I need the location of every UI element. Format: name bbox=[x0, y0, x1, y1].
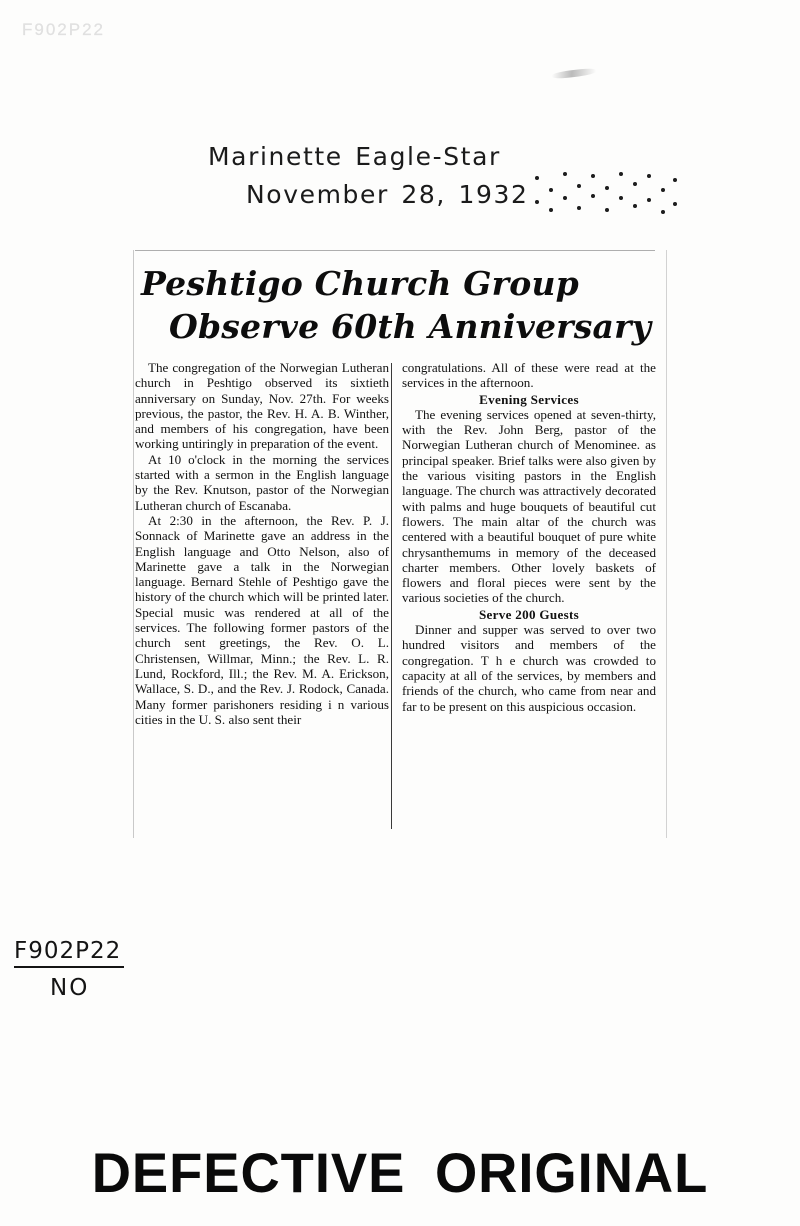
section-subhead-evening-services: Evening Services bbox=[479, 391, 579, 407]
paragraph: Dinner and supper was served to over two hundred visitors and members of the congregation. T h e church was crowded to capacity at all of the services, by members and friends of the church, who came from near and far to be present on this auspicious occasion. bbox=[402, 622, 656, 714]
defective-original-stamp: DEFECTIVE ORIGINAL bbox=[91, 1141, 709, 1204]
article-column-right bbox=[402, 360, 656, 714]
column-divider-rule bbox=[391, 363, 392, 829]
article-headline bbox=[133, 262, 670, 348]
newspaper-clipping bbox=[133, 250, 670, 840]
paragraph: At 10 o'clock in the morning the services started with a sermon in the English language by the Rev. Knutson, pastor of the Norwegian Lutheran church of Escanaba. bbox=[135, 451, 389, 513]
paragraph: At 2:30 in the afternoon, the Rev. P. J. Sonnack of Marinette gave an address in the English language and Otto Nelson, also of Marinette gave a talk in the Norwegian language. Bernard Stehle of Peshtigo gave the history of the church which will be printed later. Special music was rendered at all of the services. The following former pastors of the church sent greetings, the Rev. O. L. Christensen, Willmar, Minn.; the Rev. L. R. Lund, Rockford, Ill.; the Rev. M. A. Erickson, Wallace, S. D., and the Rev. J. Rodock, Canada. Many former parishoners residing i n various cities in the U. S. also sent their bbox=[135, 512, 389, 727]
headline-line-2: Observe 60th Anniversary bbox=[169, 307, 652, 346]
call-number-value: F902P22 bbox=[14, 938, 124, 968]
paragraph: The evening services opened at seven-thirty, with the Rev. John Berg, pastor of the Norwegian Lutheran church of Menominee. as principal speaker. Brief talks were also given by the various visiting pastors in the English language. The church was attractively decorated with palms and huge bouquets of beautiful cut flowers. The main altar of the church was centered with a beautiful bouquet of pure white chrysanthemums in memory of the deceased charter members. Other lovely baskets of flowers and floral pieces were sent by the various societies of the church. bbox=[402, 406, 656, 606]
paragraph: The congregation of the Norwegian Lutheran church in Peshtigo observed its sixtieth anniversary on Sunday, Nov. 27th. For weeks previous, the pastor, the Rev. H. A. B. Winther, and members of his congregation, have been working untiringly in preparation of the event. bbox=[135, 360, 389, 452]
handwritten-call-number bbox=[14, 938, 214, 1001]
dot-stamp-artifact bbox=[533, 170, 678, 215]
article-column-left bbox=[135, 360, 389, 727]
clipping-top-rule bbox=[135, 250, 655, 251]
headline-line-1: Peshtigo Church Group bbox=[141, 264, 579, 303]
scan-smudge-artifact bbox=[552, 67, 597, 79]
ghost-archival-mark: F902P22 bbox=[22, 20, 105, 39]
handwritten-source-annotation bbox=[130, 142, 690, 209]
publication-date: November 28, 1932 bbox=[246, 180, 529, 209]
publication-date-row bbox=[246, 180, 690, 209]
section-subhead-serve-200-guests: Serve 200 Guests bbox=[478, 606, 580, 622]
call-number-note: NO bbox=[50, 975, 90, 1001]
publication-name: Marinette Eagle-Star bbox=[208, 142, 501, 171]
article-body bbox=[135, 360, 669, 836]
paragraph-continuation: congratulations. All of these were read at the services in the afternoon. bbox=[402, 360, 656, 391]
